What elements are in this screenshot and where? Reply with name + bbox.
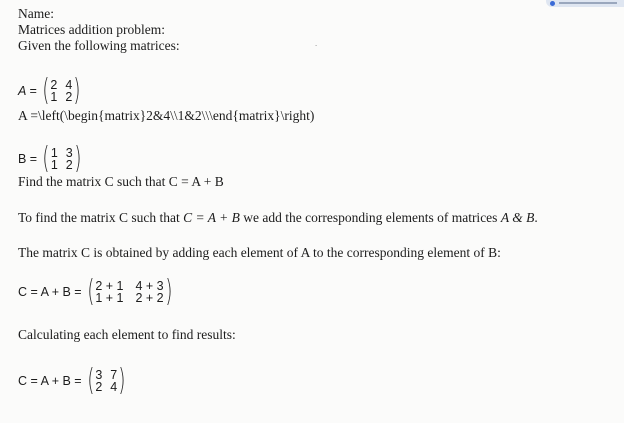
- stray-mark: ˙: [315, 44, 318, 54]
- obtained-line: The matrix C is obtained by adding each element of A to the corresponding element of B:: [18, 245, 501, 260]
- latex-source-line: A =\left(\begin{matrix}2&4\\1&2\\\end{matrix}\right): [18, 108, 315, 123]
- viewer-badge[interactable]: [546, 0, 624, 7]
- matrix-cell: 4: [110, 380, 118, 394]
- result-equation: [18, 363, 128, 398]
- matrix-b: [40, 141, 83, 176]
- matrix-cell: 4: [65, 78, 73, 92]
- explanation-text: .: [534, 210, 538, 225]
- explanation-text: To find the matrix C such that: [18, 210, 184, 225]
- matrix-cell: 2 + 2: [135, 291, 164, 305]
- problem-title: Matrices addition problem:: [18, 22, 165, 37]
- matrix-a-grid: [50, 79, 72, 103]
- matrix-a: [40, 73, 83, 108]
- right-paren: ): [164, 274, 172, 309]
- result-matrix: [85, 363, 128, 398]
- matrix-cell: 1 + 1: [95, 291, 124, 305]
- explanation-line: [18, 210, 538, 226]
- sum-label: C = A + B =: [18, 285, 82, 299]
- matrix-cell: 2: [65, 90, 73, 104]
- find-line: Find the matrix C such that C = A + B: [18, 174, 224, 189]
- matrix-cell: 2: [95, 380, 103, 394]
- left-paren: (: [86, 363, 94, 398]
- matrix-a-equation: [18, 73, 83, 108]
- badge-dot-icon: [550, 1, 555, 6]
- result-matrix-grid: [95, 369, 117, 393]
- matrix-cell: 2: [50, 78, 58, 92]
- matrix-b-grid: [51, 147, 73, 171]
- explanation-text: we add the corresponding elements of matrices: [239, 210, 501, 225]
- right-paren: ): [118, 363, 126, 398]
- right-paren: ): [73, 73, 81, 108]
- sum-matrix-grid: [95, 280, 163, 304]
- matrix-cell: 1: [50, 90, 58, 104]
- matrix-cell: 4 + 3: [135, 279, 164, 293]
- calc-line: Calculating each element to find results:: [18, 327, 236, 342]
- explanation-math: A & B: [500, 210, 535, 225]
- matrix-a-label: A =: [18, 84, 37, 98]
- left-paren: (: [42, 141, 50, 176]
- sum-equation: [18, 274, 174, 309]
- matrix-cell: 7: [110, 368, 118, 382]
- matrix-cell: 1: [50, 158, 58, 172]
- matrix-b-label: B =: [18, 152, 38, 166]
- matrix-cell: 3: [65, 146, 73, 160]
- left-paren: (: [42, 73, 50, 108]
- matrix-cell: 3: [95, 368, 103, 382]
- right-paren: ): [74, 141, 82, 176]
- name-label: Name:: [18, 6, 54, 21]
- left-paren: (: [86, 274, 94, 309]
- matrix-b-equation: [18, 141, 83, 176]
- sum-matrix: [85, 274, 175, 309]
- given-line: Given the following matrices:: [18, 38, 180, 53]
- matrix-cell: 1: [50, 146, 58, 160]
- matrix-cell: 2 + 1: [95, 279, 124, 293]
- explanation-math: C = A + B: [183, 210, 240, 225]
- result-label: C = A + B =: [18, 374, 82, 388]
- matrix-cell: 2: [65, 158, 73, 172]
- badge-bar: [559, 2, 617, 4]
